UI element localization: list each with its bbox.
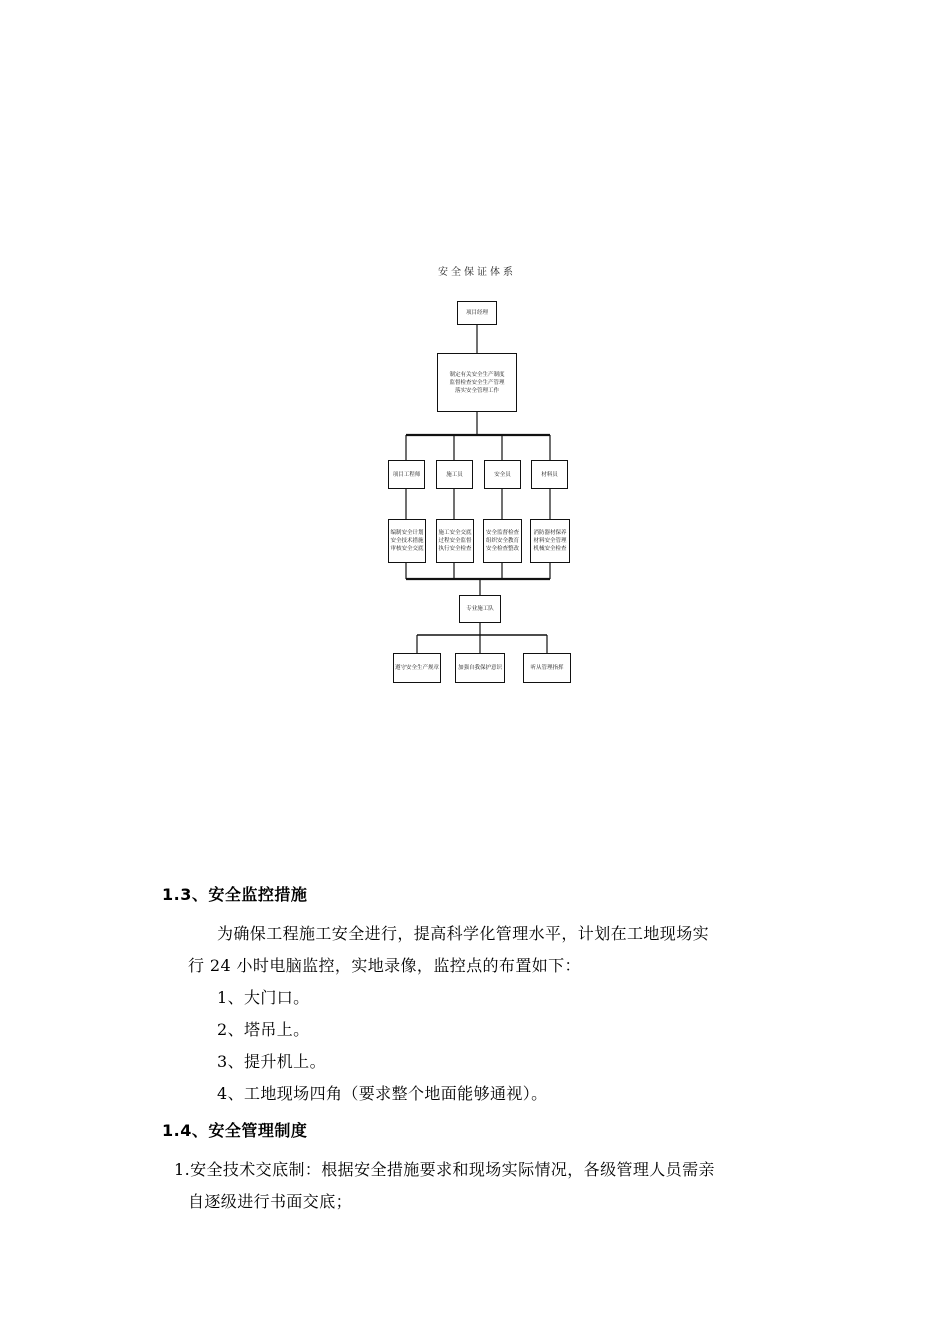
safety-system-diagram bbox=[380, 255, 580, 695]
list-item: 3、提升机上。 bbox=[217, 1052, 326, 1071]
list-item: 2、塔吊上。 bbox=[217, 1020, 310, 1039]
intro-line-2: 行 24 小时电脑监控，实地录像，监控点的布置如下： bbox=[188, 956, 581, 975]
section-heading-1-4: 1.4、安全管理制度 bbox=[162, 1121, 308, 1140]
bottom-box: 遵守安全生产规章 bbox=[393, 653, 441, 683]
duty-box: 施工安全交底 过程安全监督 执行安全检查 bbox=[436, 519, 474, 563]
intro-line-1: 为确保工程施工安全进行，提高科学化管理水平，计划在工地现场实 bbox=[217, 924, 710, 943]
project-manager-box: 项目经理 bbox=[457, 301, 497, 325]
list-item: 4、工地现场四角（要求整个地面能够通视）。 bbox=[217, 1084, 548, 1103]
diagram-title: 安全保证体系 bbox=[438, 267, 516, 278]
role-box: 项目工程师 bbox=[388, 460, 425, 489]
duty-box: 消防器材保养 材料安全管理 机械安全检查 bbox=[530, 519, 570, 563]
role-box: 安全员 bbox=[484, 460, 521, 489]
duty-box: 编制安全计划 安全技术措施 审核安全交底 bbox=[388, 519, 426, 563]
section-heading-1-3: 1.3、安全监控措施 bbox=[162, 885, 308, 904]
role-box: 材料员 bbox=[531, 460, 568, 489]
bottom-box: 加强自我保护意识 bbox=[455, 653, 505, 683]
team-box: 专业施工队 bbox=[459, 595, 501, 623]
list-item: 1、大门口。 bbox=[217, 988, 310, 1007]
level2-box: 制定有关安全生产制度 监督检查安全生产管理 落实安全管理工作 bbox=[437, 353, 517, 412]
role-box: 施工员 bbox=[436, 460, 473, 489]
bottom-box: 听从管理指挥 bbox=[523, 653, 571, 683]
rule-item-1-line-1: 1.安全技术交底制：根据安全措施要求和现场实际情况，各级管理人员需亲 bbox=[174, 1160, 715, 1179]
rule-item-1-line-2: 自逐级进行书面交底； bbox=[188, 1192, 353, 1211]
duty-box: 安全监督检查 组织安全教育 安全检查整改 bbox=[483, 519, 522, 563]
